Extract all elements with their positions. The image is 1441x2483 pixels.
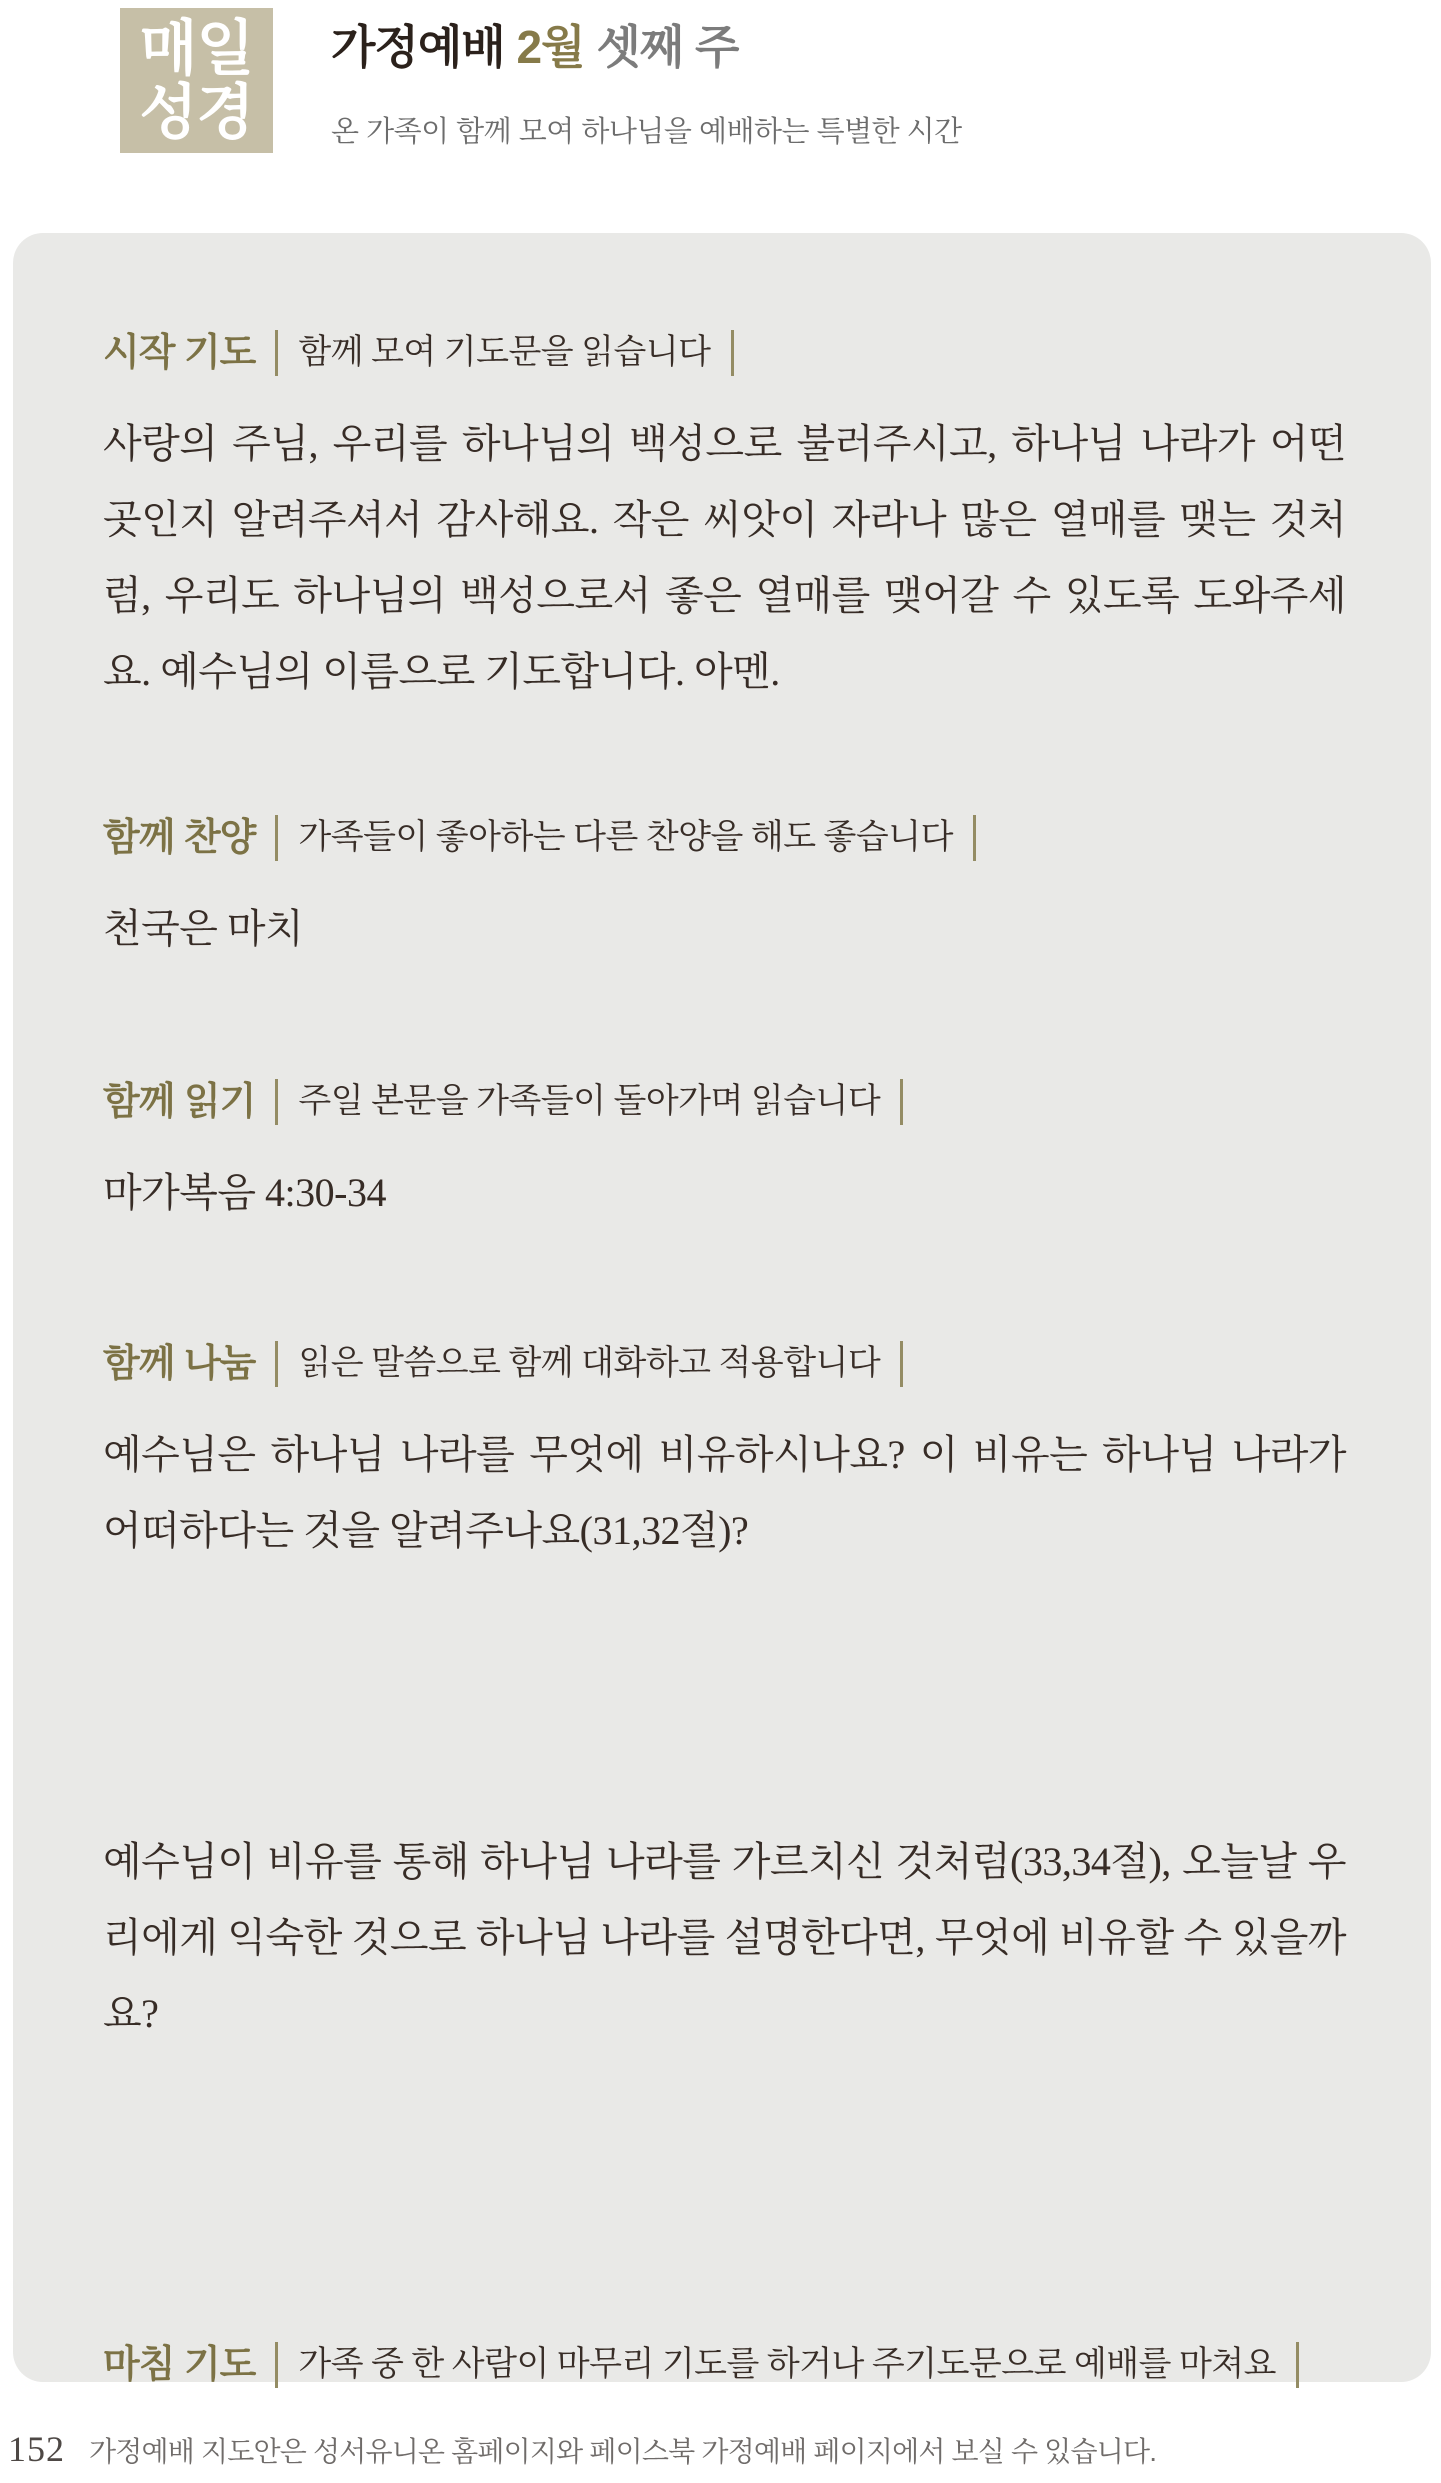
divider-bar <box>275 330 278 376</box>
page-subtitle: 온 가족이 함께 모여 하나님을 예배하는 특별한 시간 <box>331 115 962 148</box>
section-title: 함께 나눔 <box>103 1343 256 1385</box>
divider-bar <box>973 815 976 861</box>
section-praise <box>103 815 1346 861</box>
title-month: 2월 <box>516 21 585 73</box>
divider-bar <box>275 1341 278 1387</box>
section-closing-prayer <box>103 2342 1346 2388</box>
section-reading <box>103 1079 1346 1125</box>
header-text <box>331 8 962 150</box>
opening-prayer-text: 사랑의 주님, 우리를 하나님의 백성으로 불러주시고, 하나님 나라가 어떤 곳인지 알려주셔서 감사해요. 작은 씨앗이 자라나 많은 열매를 맺는 것처럼, 우리도 하나님의 백성으로서 좋은 열매를 맺어갈 수 있도록 도와주세요. 예수님의 이름으로 기도합니다. 아멘. <box>103 421 1346 694</box>
section-opening-prayer <box>103 330 1346 376</box>
footer-note: 가정예배 지도안은 성서유니온 홈페이지와 페이스북 가정예배 페이지에서 보실 수 있습니다. <box>89 2436 1157 2467</box>
page-title <box>331 22 962 73</box>
sharing-question-2: 예수님이 비유를 통해 하나님 나라를 가르치신 것처럼(33,34절), 오늘날 우리에게 익숙한 것으로 하나님 나라를 설명한다면, 무엇에 비유할 수 있을까요? <box>103 1839 1346 2036</box>
section-sharing <box>103 1341 1346 1387</box>
section-note: 가족 중 한 사람이 마무리 기도를 하거나 주기도문으로 예배를 마쳐요 <box>298 2346 1277 2383</box>
section-title: 함께 찬양 <box>103 817 256 859</box>
title-main: 가정예배 <box>331 21 505 73</box>
section-note: 주일 본문을 가족들이 돌아가며 읽습니다 <box>298 1083 881 1120</box>
section-title: 함께 읽기 <box>103 1081 256 1123</box>
title-week: 셋째 주 <box>596 21 739 73</box>
page-header <box>0 0 1441 233</box>
divider-bar <box>275 815 278 861</box>
divider-bar <box>275 1079 278 1125</box>
section-title: 시작 기도 <box>103 332 256 374</box>
sharing-question-1: 예수님은 하나님 나라를 무엇에 비유하시나요? 이 비유는 하나님 나라가 어떠하다는 것을 알려주나요(31,32절)? <box>103 1432 1346 1553</box>
divider-bar <box>900 1079 903 1125</box>
divider-bar <box>275 2342 278 2388</box>
worship-guide-panel <box>13 233 1431 2386</box>
section-note: 함께 모여 기도문을 읽습니다 <box>298 334 711 371</box>
logo-line1: 매일 <box>139 14 254 82</box>
page-number: 152 <box>8 2429 65 2469</box>
logo-line2: 성경 <box>139 78 254 146</box>
praise-song-title: 천국은 마치 <box>103 906 304 951</box>
divider-bar <box>731 330 734 376</box>
section-note: 가족들이 좋아하는 다른 찬양을 해도 좋습니다 <box>298 819 953 856</box>
section-title: 마침 기도 <box>103 2344 256 2386</box>
maeil-seongkyung-logo <box>120 8 273 153</box>
page-footer <box>8 2428 1156 2470</box>
divider-bar <box>900 1341 903 1387</box>
section-note: 읽은 말씀으로 함께 대화하고 적용합니다 <box>298 1345 881 1382</box>
scripture-reference: 마가복음 4:30-34 <box>103 1170 386 1215</box>
divider-bar <box>1296 2342 1299 2388</box>
